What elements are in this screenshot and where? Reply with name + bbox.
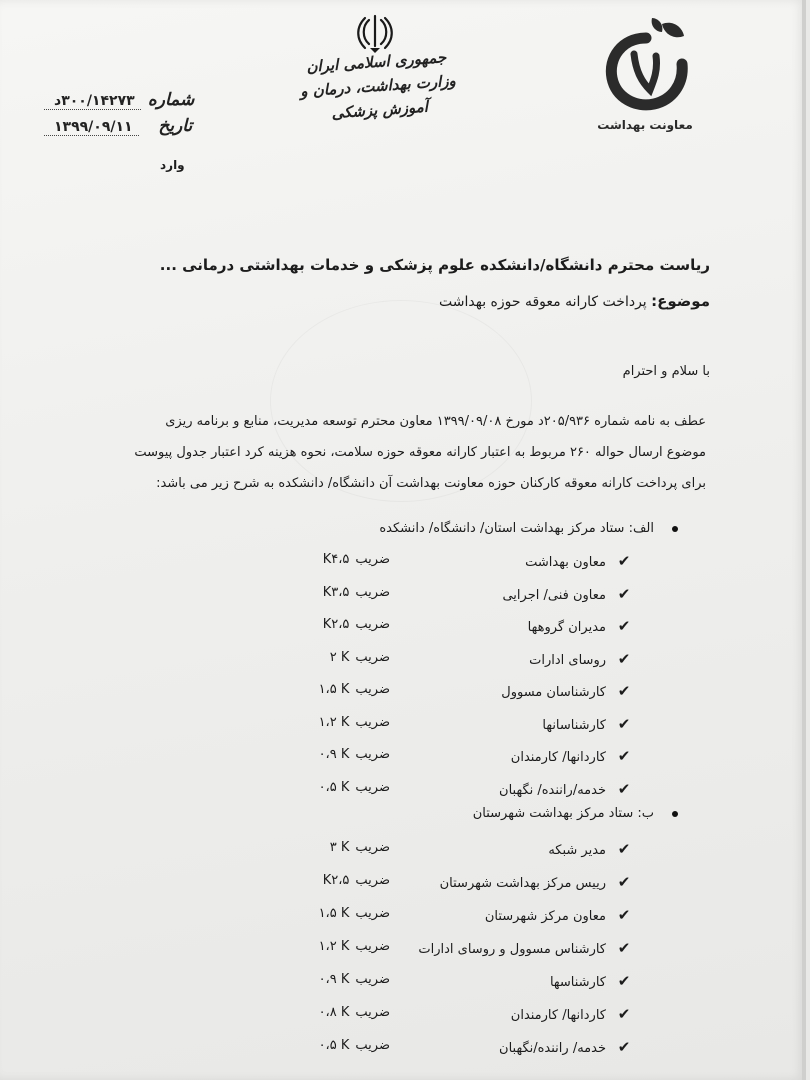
role-name: مدیران گروهها: [527, 620, 606, 635]
checkmark-arrow-icon: ✔: [617, 906, 631, 924]
letter-date-row: [44, 116, 192, 136]
role-name: کارشناسان مسوول: [501, 685, 606, 700]
coefficient-item: [212, 1005, 632, 1027]
section-a-title: الف: ستاد مرکز بهداشت استان/ دانشگاه/ دانشکده: [379, 521, 654, 536]
coefficient-item: [212, 972, 632, 994]
coefficient-label: ضریب: [355, 779, 390, 795]
coefficient-label: ضریب: [355, 1005, 390, 1020]
coefficient-item: [212, 552, 632, 574]
coefficient: [290, 747, 390, 762]
coefficient-label: ضریب: [355, 972, 390, 987]
letter-number-value: ۳۰۰/۱۴۲۷۳د: [44, 93, 141, 110]
role-name: مدیر شبکه: [548, 843, 606, 858]
letter-date-label: تاریخ: [158, 116, 193, 136]
coefficient-item: [212, 906, 632, 928]
coefficient-label: ضریب: [355, 840, 390, 855]
coefficient-label: ضریب: [355, 906, 390, 921]
logo-caption: معاونت بهداشت: [597, 118, 693, 132]
checkmark-arrow-icon: ✔: [617, 552, 631, 570]
iran-emblem-icon: [357, 12, 393, 54]
coefficient: [290, 939, 390, 954]
checkmark-arrow-icon: ✔: [617, 682, 631, 700]
coefficient-item: [212, 585, 632, 607]
coefficient-value: ۰،۸ K: [318, 1005, 350, 1020]
coefficient: [290, 1005, 390, 1020]
coefficient-value: ۱،۲ K: [318, 939, 350, 954]
coefficient-label: ضریب: [355, 747, 390, 762]
role-name: معاون فنی/ اجرایی: [502, 587, 606, 603]
coefficient-label: ضریب: [355, 873, 390, 888]
incoming-label: وارد: [160, 158, 185, 172]
checkmark-arrow-icon: ✔: [617, 1038, 631, 1056]
coefficient-label: ضریب: [355, 1038, 390, 1053]
coefficient-value: ۱،۵ K: [318, 906, 350, 921]
coefficient-item: [212, 682, 632, 704]
role-name: معاون مرکز شهرستان: [484, 909, 606, 924]
coefficient-item: [212, 1038, 632, 1060]
ministry-line-name: وزارت بهداشت، درمان و آموزش پزشکی: [299, 71, 457, 123]
body-line: موضوع ارسال حواله ۲۶۰ مربوط به اعتبار کارانه معوقه حوزه سلامت، نحوه هزینه کرد اعتبار جدول پیوست: [134, 445, 706, 460]
section-a-heading: [198, 521, 678, 536]
coefficient-value: ۳ K: [329, 840, 350, 855]
coefficient-item: [212, 939, 632, 961]
role-name: کاردانها/ کارمندان: [510, 750, 606, 765]
coefficient: [290, 780, 390, 795]
checkmark-arrow-icon: ✔: [617, 939, 631, 957]
coefficient-item: [212, 715, 632, 737]
checkmark-arrow-icon: ✔: [617, 617, 631, 635]
coefficient-label: ضریب: [355, 552, 390, 567]
coefficient-label: ضریب: [355, 617, 390, 632]
coefficient-value: ۱،۲ K: [318, 714, 350, 730]
coefficient: [290, 617, 390, 632]
coefficient-value: K۲،۵: [322, 617, 350, 632]
coefficient-label: ضریب: [355, 649, 390, 665]
role-name: رییس مرکز بهداشت شهرستان: [439, 876, 606, 891]
coefficient-value: ۰،۹ K: [318, 747, 350, 762]
role-name: معاون بهداشت: [525, 555, 606, 570]
coefficient: [290, 840, 390, 855]
ministry-line-country: جمهوری اسلامی ایران: [305, 48, 447, 76]
body-line: عطف به نامه شماره ۲۰۵/۹۳۶د مورخ ۱۳۹۹/۰۹/۰۸ معاون محترم توسعه مدیریت، منابع و برنامه ریزی: [165, 414, 706, 429]
role-name: کارشناس مسوول و روسای ادارات: [418, 942, 606, 957]
role-name: کارشناسانها: [542, 717, 606, 733]
role-name: کاردانها/ کارمندان: [510, 1008, 606, 1023]
coefficient: [290, 650, 390, 665]
coefficient-value: ۰،۹ K: [318, 972, 350, 987]
coefficient: [290, 552, 390, 567]
coefficient: [290, 585, 390, 600]
subject-line: [90, 292, 710, 310]
checkmark-arrow-icon: ✔: [617, 779, 631, 798]
coefficient-value: ۰،۵ K: [318, 779, 350, 795]
letter-number-row: [44, 90, 194, 110]
coefficient-label: ضریب: [355, 682, 390, 697]
letter-body: [46, 406, 706, 499]
coefficient: [290, 873, 390, 888]
coefficient-value: K۳،۵: [322, 584, 350, 600]
checkmark-arrow-icon: ✔: [617, 1005, 631, 1023]
coefficient: [290, 972, 390, 987]
coefficient-label: ضریب: [355, 584, 390, 600]
bullet-icon: [672, 811, 678, 817]
ministry-letterhead: [286, 44, 471, 128]
coefficient-item: [212, 780, 632, 802]
coefficient: [290, 715, 390, 730]
bullet-icon: [672, 526, 678, 532]
checkmark-arrow-icon: ✔: [617, 714, 631, 733]
subject-label: موضوع:: [651, 292, 710, 310]
coefficient-label: ضریب: [355, 939, 390, 954]
coefficient: [290, 906, 390, 921]
coefficient-value: ۰،۵ K: [318, 1038, 350, 1053]
checkmark-arrow-icon: ✔: [617, 840, 631, 858]
section-b-heading: [198, 806, 678, 821]
role-name: کارشناسها: [549, 975, 606, 990]
recipient-line: ریاست محترم دانشگاه/دانشکده علوم پزشکی و خدمات بهداشتی درمانی ...: [159, 256, 710, 274]
coefficient-item: [212, 650, 632, 672]
section-b-title: ب: ستاد مرکز بهداشت شهرستان: [472, 806, 654, 821]
role-name: خدمه/ راننده/نگهبان: [499, 1041, 606, 1056]
checkmark-arrow-icon: ✔: [617, 584, 631, 603]
greeting: با سلام و احترام: [622, 364, 710, 379]
coefficient-value: ۱،۵ K: [318, 682, 350, 697]
subject-text: پرداخت کارانه معوقه حوزه بهداشت: [439, 294, 647, 310]
letter-number-label: شماره: [147, 90, 195, 110]
body-line: برای پرداخت کارانه معوقه کارکنان حوزه معاونت بهداشت آن دانشگاه/ دانشکده به شرح زیر می باشد:: [156, 476, 706, 491]
coefficient-item: [212, 873, 632, 895]
checkmark-arrow-icon: ✔: [617, 972, 631, 990]
checkmark-arrow-icon: ✔: [617, 649, 631, 668]
page-edge: [802, 0, 806, 1080]
role-name: خدمه/راننده/ نگهبان: [499, 782, 606, 798]
checkmark-arrow-icon: ✔: [617, 873, 631, 891]
checkmark-arrow-icon: ✔: [617, 747, 631, 765]
letter-date-value: ۱۳۹۹/۰۹/۱۱: [44, 119, 139, 136]
coefficient-item: [212, 747, 632, 769]
health-deputy-logo-icon: [600, 14, 692, 116]
role-name: روسای ادارات: [529, 652, 606, 668]
coefficient-label: ضریب: [355, 714, 390, 730]
coefficient-item: [212, 617, 632, 639]
coefficient: [290, 682, 390, 697]
coefficient-value: ۲ K: [329, 649, 350, 665]
coefficient-value: K۲،۵: [322, 873, 350, 888]
coefficient: [290, 1038, 390, 1053]
coefficient-item: [212, 840, 632, 862]
coefficient-value: K۴،۵: [322, 552, 350, 567]
